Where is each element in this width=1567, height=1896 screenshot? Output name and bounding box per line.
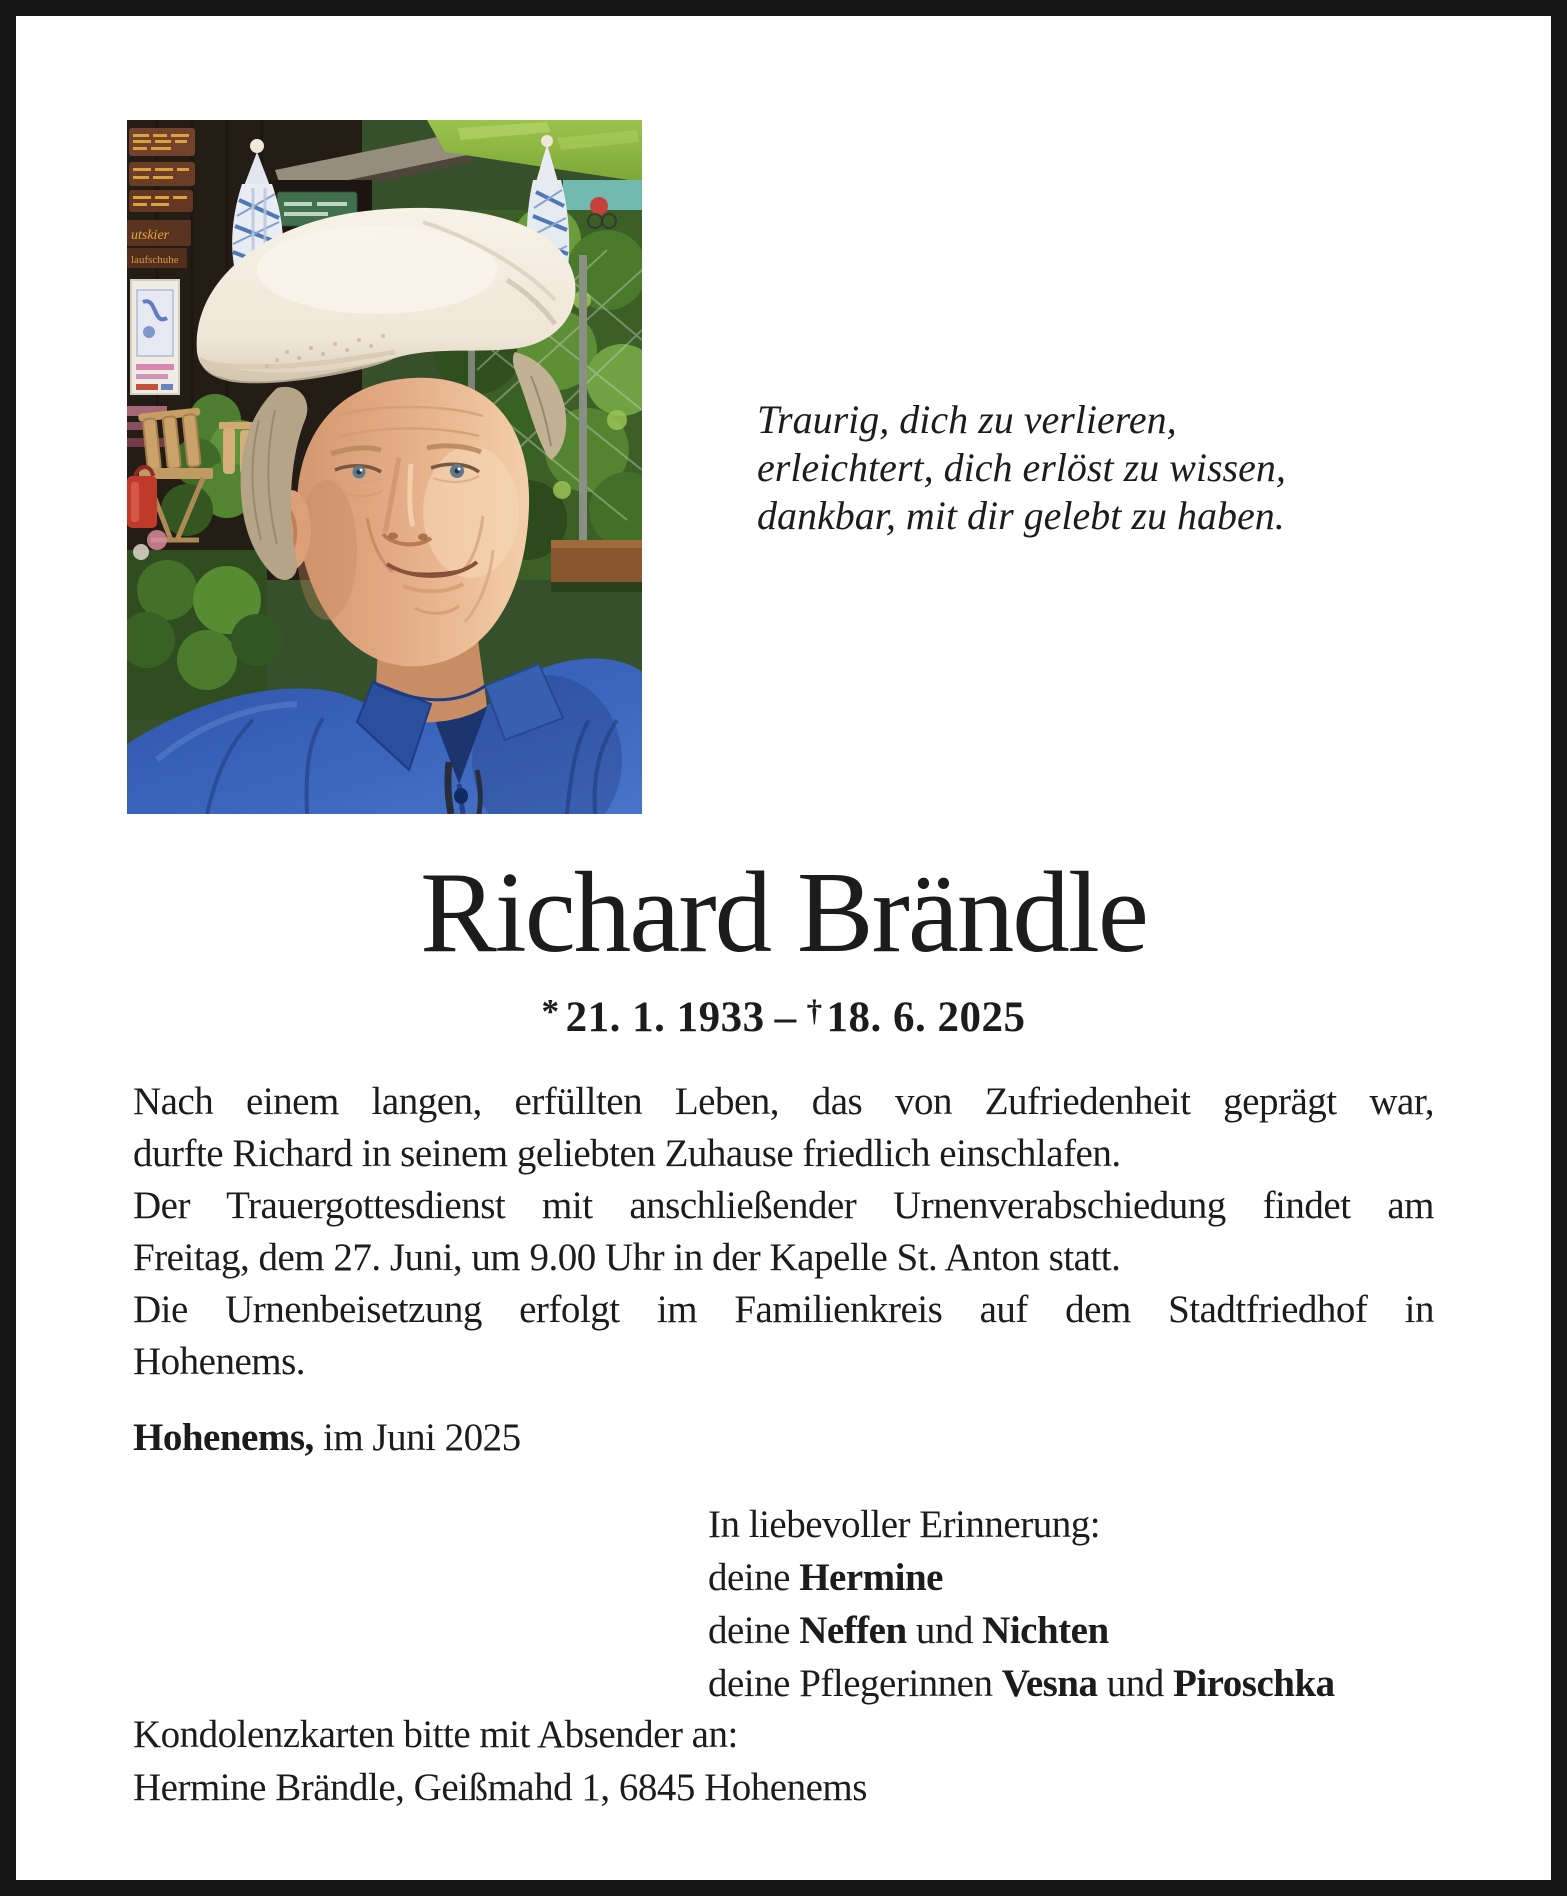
verse-line: dankbar, mit dir gelebt zu haben. [757,493,1285,538]
mourner-name: Vesna [1001,1662,1098,1705]
death-cross-symbol: † [806,993,823,1029]
paragraph-line: Die Urnenbeisetzung erfolgt im Familienkreis auf dem Stadtfriedhof in [133,1288,1434,1331]
verse-line: erleichtert, dich erlöst zu wissen, [757,445,1286,490]
mourner-name: Nichten [982,1609,1109,1652]
relation-prefix: deine [708,1556,800,1599]
portrait-photo [127,120,642,814]
remembrance-line [708,1551,1488,1604]
paragraph-life [133,1076,1434,1180]
remembrance-line [708,1604,1488,1657]
conjunction: und [906,1609,983,1652]
remembrance-intro: In liebevoller Erinnerung: [708,1503,1101,1546]
verse-line: Traurig, dich zu verlieren, [757,397,1177,442]
deceased-name: Richard Brändle [420,849,1147,976]
death-date: 18. 6. 2025 [826,993,1026,1041]
paragraph-line: Nach einem langen, erfüllten Leben, das von Zufriedenheit geprägt war, [133,1080,1434,1123]
relation-prefix: deine [708,1609,800,1652]
portrait-photo-svg [127,120,642,814]
condolence-instruction: Kondolenzkarten bitte mit Absender an: [133,1713,738,1756]
relation-prefix: deine Pflegerinnen [708,1662,1002,1705]
date-text: im Juni 2025 [313,1416,521,1459]
paragraph-line: Freitag, dem 27. Juni, um 9.00 Uhr in der Kapelle St. Anton statt. [133,1236,1121,1279]
photo-sign-text-1: utskier [131,228,170,243]
conjunction: und [1097,1662,1173,1705]
photo-sign-text-2: laufschuhe [131,254,179,266]
paragraph-line: Hohenems. [133,1340,306,1383]
paragraph-line: durfte Richard in seinem geliebten Zuhause friedlich einschlafen. [133,1132,1121,1175]
remembrance-line [708,1657,1488,1710]
mourner-name: Piroschka [1173,1662,1335,1705]
place-name: Hohenems, [133,1416,314,1459]
paragraph-service [133,1180,1434,1284]
mourner-name: Neffen [799,1609,907,1652]
memorial-verse [757,396,1357,540]
mourner-name: Hermine [799,1556,943,1599]
paragraph-burial [133,1284,1434,1388]
condolence-block [133,1708,1434,1814]
birth-star-symbol: * [541,992,560,1031]
birth-date: 21. 1. 1933 [565,993,765,1041]
dates-dash: – [774,993,797,1041]
condolence-address: Hermine Brändle, Geißmahd 1, 6845 Hohenems [133,1766,867,1809]
paragraph-line: Der Trauergottesdienst mit anschließender Urnenverabschiedung findet am [133,1184,1434,1227]
life-dates [16,992,1551,1042]
remembrance-block [708,1498,1488,1710]
place-date-line [133,1412,1434,1464]
